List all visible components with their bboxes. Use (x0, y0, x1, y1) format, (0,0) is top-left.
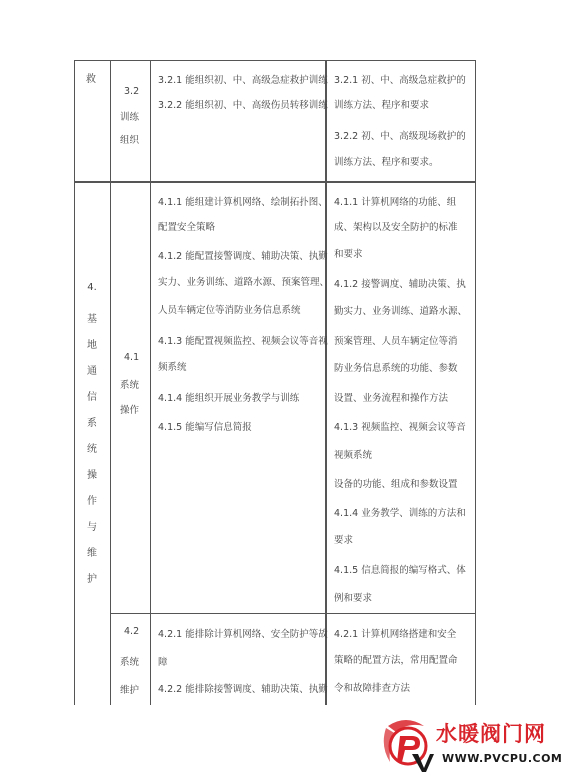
table-border-right (475, 60, 476, 705)
row4-1-skill-line: 4.1.2 能配置接警调度、辅助决策、执勤 (158, 251, 328, 262)
row4-category-char: 通 (87, 366, 97, 377)
row3-module-name-1: 训练 (120, 112, 140, 123)
row3-knowledge-line: 3.2.2 初、中、高级现场救护的 (334, 131, 466, 142)
row4-category-char: 信 (87, 392, 97, 403)
row4-1-knowledge-line: 视频系统 (334, 450, 373, 461)
row4-category-char: 操 (87, 470, 97, 481)
row4-2-skill-line: 4.2.1 能排除计算机网络、安全防护等故 (158, 629, 328, 640)
row4-category-char: 地 (87, 340, 97, 351)
row4-1-skill-line: 配置安全策略 (158, 222, 216, 233)
row4-1-knowledge-line: 防业务信息系统的功能、参数 (334, 363, 458, 374)
row4-1-knowledge-line: 设备的功能、组成和参数设置 (334, 479, 458, 490)
row4-1-knowledge-line: 要求 (334, 535, 354, 546)
table-row-divider-41-42 (110, 613, 476, 614)
row4-category-char: 基 (87, 314, 97, 325)
row4-2-knowledge-line: 4.2.1 计算机网络搭建和安全 (334, 629, 457, 640)
row3-skill-line: 3.2.1 能组织初、中、高级急症救护训练 (158, 75, 328, 86)
row3-category-char: 救 (86, 74, 96, 85)
row4-category-char: 作 (87, 496, 97, 507)
watermark-title: 水暖阀门网 (436, 722, 546, 746)
pv-logo-icon (378, 712, 434, 774)
row3-knowledge-line: 训练方法、程序和要求。 (334, 157, 439, 168)
table-border-left (74, 60, 75, 705)
row4-1-module-number: 4.1 (124, 352, 140, 363)
row4-2-module-name-1: 系统 (120, 657, 140, 668)
row4-2-skill-line: 障 (158, 657, 168, 668)
row3-knowledge-line: 训练方法、程序和要求 (334, 100, 430, 111)
row3-knowledge-line: 3.2.1 初、中、高级急症救护的 (334, 75, 466, 86)
row4-1-skill-line: 4.1.5 能编写信息简报 (158, 422, 252, 433)
row4-1-knowledge-line: 4.1.1 计算机网络的功能、组 (334, 197, 457, 208)
row4-1-module-name-2: 操作 (120, 405, 140, 416)
row4-1-skill-line: 4.1.1 能组建计算机网络、绘制拓扑图、 (158, 197, 328, 208)
row4-1-skill-line: 4.1.4 能组织开展业务教学与训练 (158, 393, 300, 404)
row4-1-knowledge-line: 设置、业务流程和操作方法 (334, 393, 449, 404)
row4-category-char: 与 (87, 522, 97, 533)
row4-1-knowledge-line: 和要求 (334, 249, 363, 260)
row4-1-module-name-1: 系统 (120, 380, 140, 391)
row4-2-knowledge-line: 令和故障排查方法 (334, 683, 411, 694)
row4-1-knowledge-line: 4.1.2 接警调度、辅助决策、执 (334, 279, 466, 290)
site-watermark (378, 712, 562, 778)
row4-category-char: 4. (87, 282, 97, 293)
table-col-divider-3 (325, 60, 327, 705)
table-col-divider-1 (110, 60, 111, 705)
row4-1-knowledge-line: 4.1.4 业务教学、训练的方法和 (334, 508, 466, 519)
row4-1-skill-line: 频系统 (158, 362, 187, 373)
row4-1-knowledge-line: 成、架构以及安全防护的标准 (334, 222, 458, 233)
row4-category-char: 系 (87, 418, 97, 429)
row4-2-module-name-2: 维护 (120, 685, 140, 696)
row4-2-module-number: 4.2 (124, 626, 140, 637)
watermark-url: WWW.PVCPU.COM (442, 752, 562, 765)
row4-2-skill-line: 4.2.2 能排除接警调度、辅助决策、执勤 (158, 684, 328, 695)
row4-1-skill-line: 实力、业务训练、道路水源、预案管理、 (158, 277, 330, 288)
row4-1-knowledge-line: 预案管理、人员车辆定位等消 (334, 336, 458, 347)
row4-1-knowledge-line: 例和要求 (334, 593, 373, 604)
row4-1-knowledge-line: 4.1.5 信息简报的编写格式、体 (334, 565, 466, 576)
table-row-divider-3-4 (74, 181, 476, 183)
row4-1-skill-line: 人员车辆定位等消防业务信息系统 (158, 305, 301, 316)
row4-1-skill-line: 4.1.3 能配置视频监控、视频会议等音视 (158, 336, 328, 347)
row4-category-char: 维 (87, 548, 97, 559)
row4-1-knowledge-line: 4.1.3 视频监控、视频会议等音 (334, 422, 466, 433)
table-border-top (74, 60, 476, 61)
row4-category-char: 护 (87, 574, 97, 585)
row3-skill-line: 3.2.2 能组织初、中、高级伤员转移训练 (158, 100, 328, 111)
row4-2-knowledge-line: 策略的配置方法，常用配置命 (334, 655, 458, 666)
table-col-divider-2 (150, 60, 151, 705)
row3-module-number: 3.2 (124, 86, 140, 97)
row4-category-char: 统 (87, 444, 97, 455)
row4-1-knowledge-line: 勤实力、业务训练、道路水源、 (334, 306, 468, 317)
row3-module-name-2: 组织 (120, 135, 140, 146)
